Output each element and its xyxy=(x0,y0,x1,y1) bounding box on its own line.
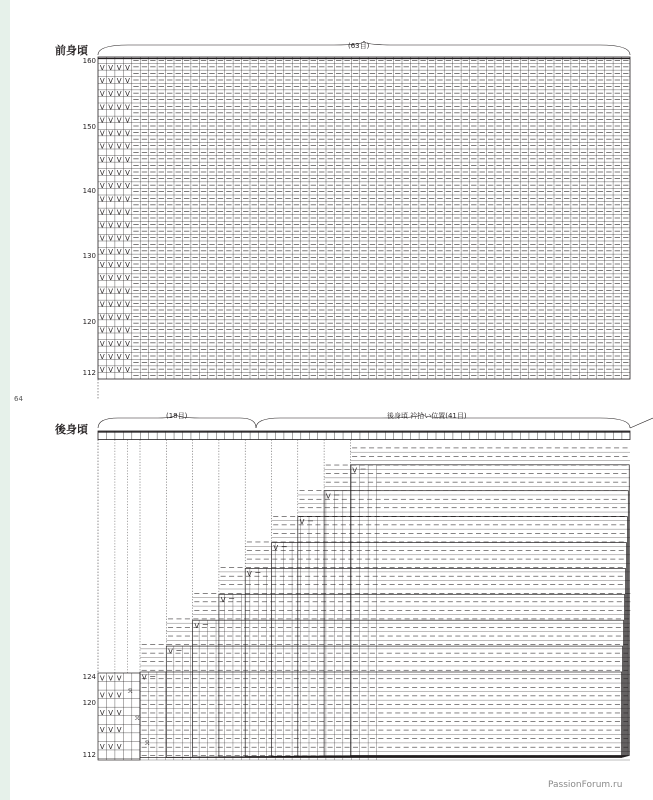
front-slip-stitch-symbol: V xyxy=(99,313,105,322)
front-slip-stitch-symbol: V xyxy=(116,155,122,164)
front-slip-stitch-symbol: V xyxy=(125,142,130,151)
front-slip-stitch-symbol: V xyxy=(99,261,105,269)
front-row-label-140: 140 xyxy=(82,187,96,195)
front-slip-stitch-symbol: V xyxy=(125,103,130,112)
front-slip-stitch-symbol: V xyxy=(116,103,122,112)
front-slip-stitch-symbol: V xyxy=(116,261,122,269)
front-slip-stitch-symbol: V xyxy=(99,221,105,230)
front-slip-stitch-symbol: V xyxy=(116,208,122,217)
back-step-slip-symbol: V xyxy=(168,647,173,656)
front-slip-stitch-symbol: V xyxy=(116,182,122,191)
front-slip-stitch-symbol: V xyxy=(125,182,130,191)
front-slip-stitch-symbol: V xyxy=(116,353,122,361)
back-left-count-label: (18目) xyxy=(166,412,188,420)
front-slip-stitch-symbol: V xyxy=(116,366,122,375)
front-slip-stitch-symbol: V xyxy=(108,155,114,164)
front-slip-stitch-symbol: V xyxy=(125,287,130,296)
front-slip-stitch-symbol: V xyxy=(116,313,122,322)
page-number: 64 xyxy=(14,395,23,403)
front-slip-stitch-symbol: V xyxy=(99,300,105,309)
front-slip-stitch-symbol: V xyxy=(108,274,114,283)
back-step-block xyxy=(140,672,622,758)
front-slip-stitch-symbol: V xyxy=(99,155,105,164)
front-slip-stitch-symbol: V xyxy=(99,353,105,361)
front-slip-stitch-symbol: V xyxy=(116,247,122,256)
front-slip-stitch-symbol: V xyxy=(116,77,122,85)
front-slip-stitch-symbol: V xyxy=(116,195,122,204)
front-slip-stitch-symbol: V xyxy=(108,77,114,85)
front-slip-stitch-symbol: V xyxy=(125,339,130,348)
front-slip-stitch-symbol: V xyxy=(108,182,114,191)
front-slip-stitch-symbol: V xyxy=(108,339,114,348)
front-slip-stitch-symbol: V xyxy=(99,103,105,112)
back-step-block xyxy=(166,646,622,757)
front-stitch-count-label: (63目) xyxy=(348,42,370,50)
back-step-slip-symbol: V xyxy=(194,621,200,630)
front-row-label-120: 120 xyxy=(82,318,96,326)
front-slip-stitch-symbol: V xyxy=(108,234,114,243)
front-slip-stitch-symbol: V xyxy=(116,142,122,151)
front-slip-stitch-symbol: V xyxy=(108,287,114,296)
front-slip-stitch-symbol: V xyxy=(116,339,122,348)
front-slip-stitch-symbol: V xyxy=(125,247,130,256)
front-slip-stitch-symbol: V xyxy=(125,313,130,322)
back-bracket-tail xyxy=(630,418,653,428)
front-slip-stitch-symbol: V xyxy=(99,142,105,151)
front-slip-stitch-symbol: V xyxy=(116,221,122,230)
front-slip-stitch-symbol: V xyxy=(108,353,114,361)
front-slip-stitch-symbol: V xyxy=(116,326,122,335)
front-slip-stitch-symbol: V xyxy=(99,169,105,177)
back-step-block xyxy=(193,620,624,757)
back-left-bracket xyxy=(98,414,256,428)
front-slip-stitch-symbol: V xyxy=(125,326,130,335)
front-slip-stitch-symbol: V xyxy=(108,116,114,125)
front-slip-stitch-symbol: V xyxy=(99,287,105,296)
back-step-slip-symbol: V xyxy=(141,673,147,682)
front-slip-stitch-symbol: V xyxy=(125,208,130,217)
front-slip-stitch-symbol: V xyxy=(108,195,114,204)
back-step-slip-symbol: V xyxy=(273,544,279,553)
front-slip-stitch-symbol: V xyxy=(116,274,122,283)
back-step-block xyxy=(272,543,627,757)
back-step-slip-symbol: V xyxy=(220,595,226,604)
front-slip-stitch-symbol: V xyxy=(125,234,130,243)
front-slip-stitch-symbol: V xyxy=(99,208,105,217)
front-slip-stitch-symbol: V xyxy=(108,208,114,217)
front-slip-stitch-symbol: V xyxy=(125,366,130,375)
front-slip-stitch-symbol: V xyxy=(99,116,105,125)
front-slip-stitch-symbol: V xyxy=(99,326,105,335)
front-slip-stitch-symbol: V xyxy=(125,116,130,125)
front-slip-stitch-symbol: V xyxy=(125,155,130,164)
back-pickup-bracket xyxy=(256,414,630,428)
front-slip-stitch-symbol: V xyxy=(125,300,130,309)
back-row-label-120: 120 xyxy=(82,699,96,707)
front-slip-stitch-symbol: V xyxy=(99,274,105,283)
back-row-label-124: 124 xyxy=(82,673,96,681)
back-chart-title: 後身頃 xyxy=(55,423,88,436)
front-slip-stitch-symbol: V xyxy=(125,169,130,177)
back-step-slip-symbol: V xyxy=(299,518,305,527)
front-slip-stitch-symbol: V xyxy=(108,261,114,269)
front-slip-stitch-symbol: V xyxy=(116,129,122,138)
front-slip-stitch-symbol: V xyxy=(99,339,105,348)
front-row-label-160: 160 xyxy=(82,57,96,65)
back-row-label-112: 112 xyxy=(82,751,96,759)
front-slip-stitch-symbol: V xyxy=(116,116,122,125)
back-step-slip-symbol: V xyxy=(247,569,252,578)
front-slip-stitch-symbol: V xyxy=(99,366,105,375)
front-slip-stitch-symbol: V xyxy=(125,274,130,283)
front-row-label-130: 130 xyxy=(82,252,96,260)
front-slip-stitch-symbol: V xyxy=(108,63,114,72)
front-slip-stitch-symbol: V xyxy=(108,366,114,375)
front-slip-stitch-symbol: V xyxy=(125,129,130,138)
watermark: PassionForum.ru xyxy=(548,780,623,790)
front-slip-stitch-symbol: V xyxy=(116,300,122,309)
front-slip-stitch-symbol: V xyxy=(116,287,122,296)
front-slip-stitch-symbol: V xyxy=(125,221,130,230)
front-slip-stitch-symbol: V xyxy=(99,182,105,191)
front-count-bracket xyxy=(98,41,630,55)
back-pickup-label: 後身頃 衿拾い位置(41目) xyxy=(387,412,467,420)
front-slip-stitch-symbol: V xyxy=(108,90,114,99)
front-slip-stitch-symbol: V xyxy=(99,195,105,204)
front-slip-stitch-symbol: V xyxy=(125,63,130,72)
back-step-block xyxy=(245,568,625,756)
back-step-slip-symbol: V xyxy=(352,466,358,475)
front-slip-stitch-symbol: V xyxy=(108,300,114,309)
front-slip-stitch-symbol: V xyxy=(108,326,114,335)
front-slip-stitch-symbol: V xyxy=(108,247,114,256)
front-slip-stitch-symbol: V xyxy=(99,247,105,256)
front-slip-stitch-symbol: V xyxy=(125,90,130,99)
front-slip-stitch-symbol: V xyxy=(116,234,122,243)
back-step-slip-symbol: V xyxy=(325,492,331,501)
front-slip-stitch-symbol: V xyxy=(99,129,105,138)
front-slip-stitch-symbol: V xyxy=(99,234,105,243)
front-slip-stitch-symbol: V xyxy=(108,169,114,177)
front-slip-stitch-symbol: V xyxy=(125,195,130,204)
front-slip-stitch-symbol: V xyxy=(99,90,105,99)
front-slip-stitch-symbol: V xyxy=(125,77,130,85)
front-slip-stitch-symbol: V xyxy=(116,63,122,72)
front-slip-stitch-symbol: V xyxy=(108,313,114,322)
front-slip-stitch-symbol: V xyxy=(125,353,130,361)
front-row-label-112: 112 xyxy=(82,369,96,377)
front-slip-stitch-symbol: V xyxy=(108,142,114,151)
front-slip-stitch-symbol: V xyxy=(116,90,122,99)
front-chart-title: 前身頃 xyxy=(55,44,88,57)
front-slip-stitch-symbol: V xyxy=(99,77,105,85)
front-slip-stitch-symbol: V xyxy=(116,169,122,177)
front-slip-stitch-symbol: V xyxy=(125,261,130,269)
front-slip-stitch-symbol: V xyxy=(108,103,114,112)
front-row-label-150: 150 xyxy=(82,123,96,131)
front-slip-stitch-symbol: V xyxy=(108,221,114,230)
front-slip-stitch-symbol: V xyxy=(108,129,114,138)
front-slip-stitch-symbol: V xyxy=(99,63,105,72)
